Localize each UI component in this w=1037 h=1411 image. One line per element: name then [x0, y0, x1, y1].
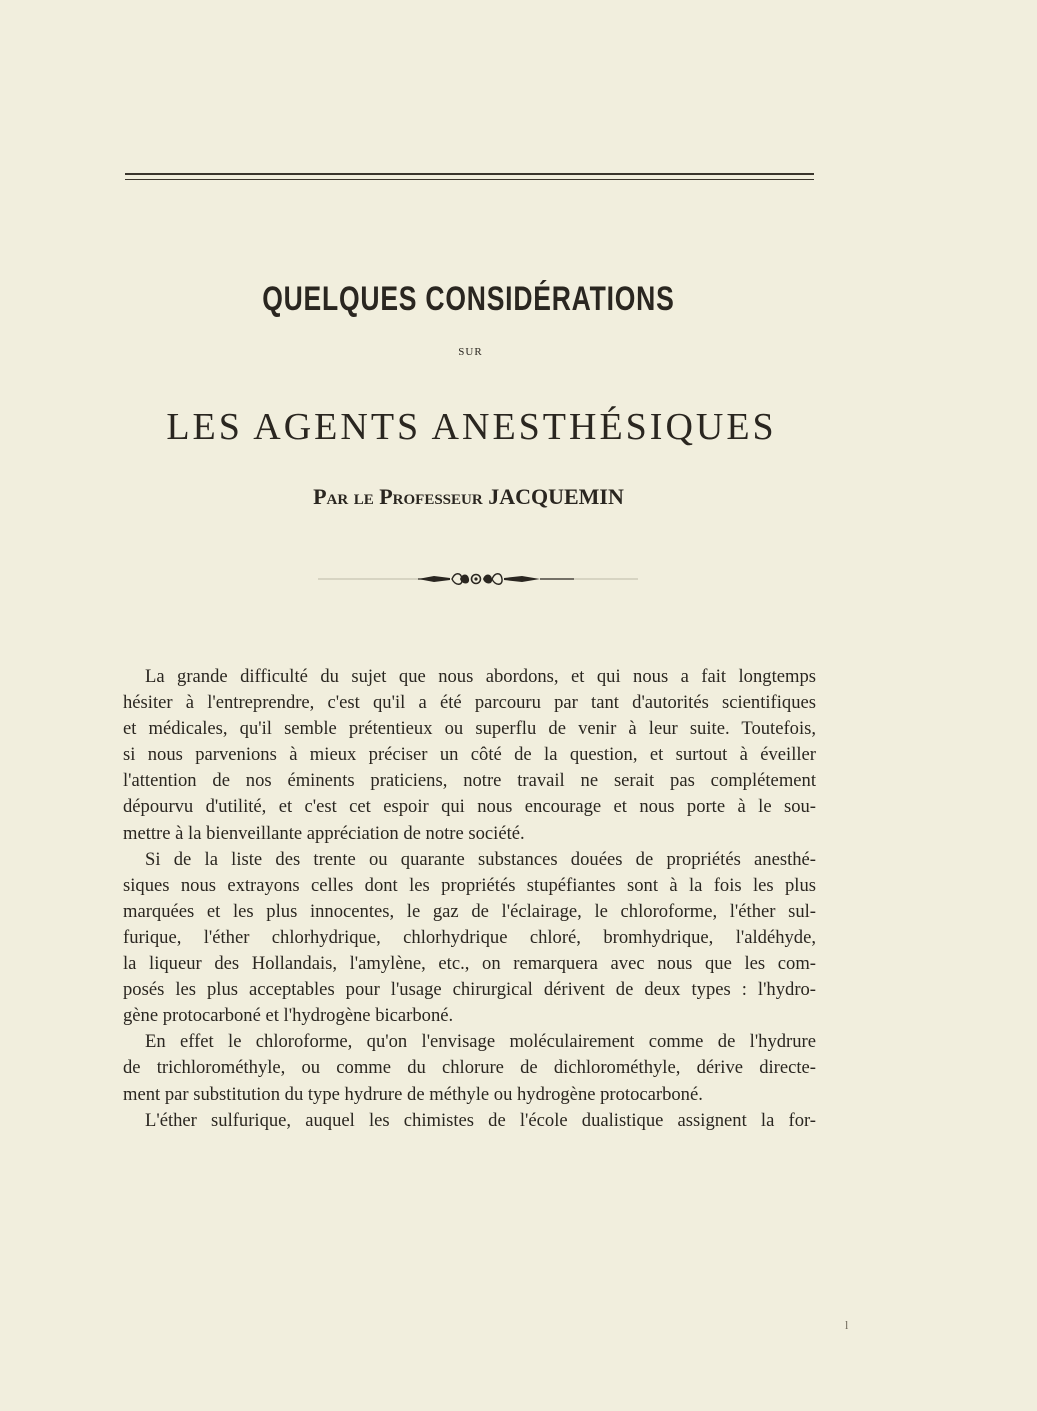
paragraph-2	[123, 847, 816, 1030]
text-line: furique, l'éther chlorhydrique, chlorhydrique chloré, bromhydrique, l'aldéhyde,	[123, 926, 816, 948]
text-line: siques nous extrayons celles dont les propriétés stupéfiantes sont à la fois les plus	[123, 874, 816, 896]
text-line: de trichlorométhyle, ou comme du chlorure de dichlorométhyle, dérive directe-	[123, 1057, 816, 1079]
text-line: et médicales, qu'il semble prétentieux ou superflu de venir à leur suite. Toutefois,	[123, 718, 816, 740]
author-prefix-professeur: Professeur	[379, 484, 483, 509]
text-line: marquées et les plus innocentes, le gaz de l'éclairage, le chloroforme, l'éther sul-	[123, 900, 816, 922]
author-line	[0, 484, 937, 510]
header-double-rule	[125, 173, 814, 180]
article-subtitle: LES AGENTS ANESTHÉSIQUES	[166, 406, 777, 448]
text-line: En effet le chloroforme, qu'on l'envisage moléculairement comme de l'hydrure	[145, 1031, 816, 1053]
author-name: JACQUEMIN	[488, 484, 624, 509]
text-line: mettre à la bienveillante appréciation de notre société.	[123, 822, 525, 844]
title-preposition: SUR	[458, 346, 483, 358]
text-line: l'attention de nos éminents praticiens, notre travail ne serait pas complétement	[123, 770, 816, 792]
text-line: L'éther sulfurique, auquel les chimistes de l'école dualistique assignent la for-	[145, 1109, 816, 1131]
text-line: La grande difficulté du sujet que nous abordons, et qui nous a fait longtemps	[145, 666, 816, 687]
text-line: posés les plus acceptables pour l'usage chirurgical dérivent de deux types : l'hydro-	[123, 979, 816, 1001]
margin-mark: l	[845, 1318, 849, 1332]
paragraph-1	[123, 664, 816, 847]
text-line: Si de la liste des trente ou quarante substances douées de propriétés anesthé-	[145, 848, 816, 870]
fleuron-divider	[318, 569, 638, 589]
text-line: la liqueur des Hollandais, l'amylène, etc., on remarquera avec nous que les com-	[123, 953, 816, 975]
text-line: ment par substitution du type hydrure de méthyle ou hydrogène protocarboné.	[123, 1083, 703, 1105]
text-line: dépourvu d'utilité, et c'est cet espoir qui nous encourage et nous porte à le sou-	[123, 796, 816, 818]
body-text	[123, 664, 816, 1134]
author-prefix-le: le	[353, 484, 374, 509]
text-line: hésiter à l'entreprendre, c'est qu'il a été parcouru par tant d'autorités scientifiques	[123, 692, 816, 714]
text-line: gène protocarboné et l'hydrogène bicarboné.	[123, 1005, 454, 1027]
article-title: QUELQUES CONSIDÉRATIONS	[262, 280, 675, 318]
paragraph-3	[123, 1029, 816, 1107]
paragraph-4	[123, 1108, 816, 1134]
author-prefix-par: Par	[313, 484, 349, 509]
text-line: si nous parvenions à mieux préciser un côté de la question, et surtout à éveiller	[123, 744, 816, 766]
